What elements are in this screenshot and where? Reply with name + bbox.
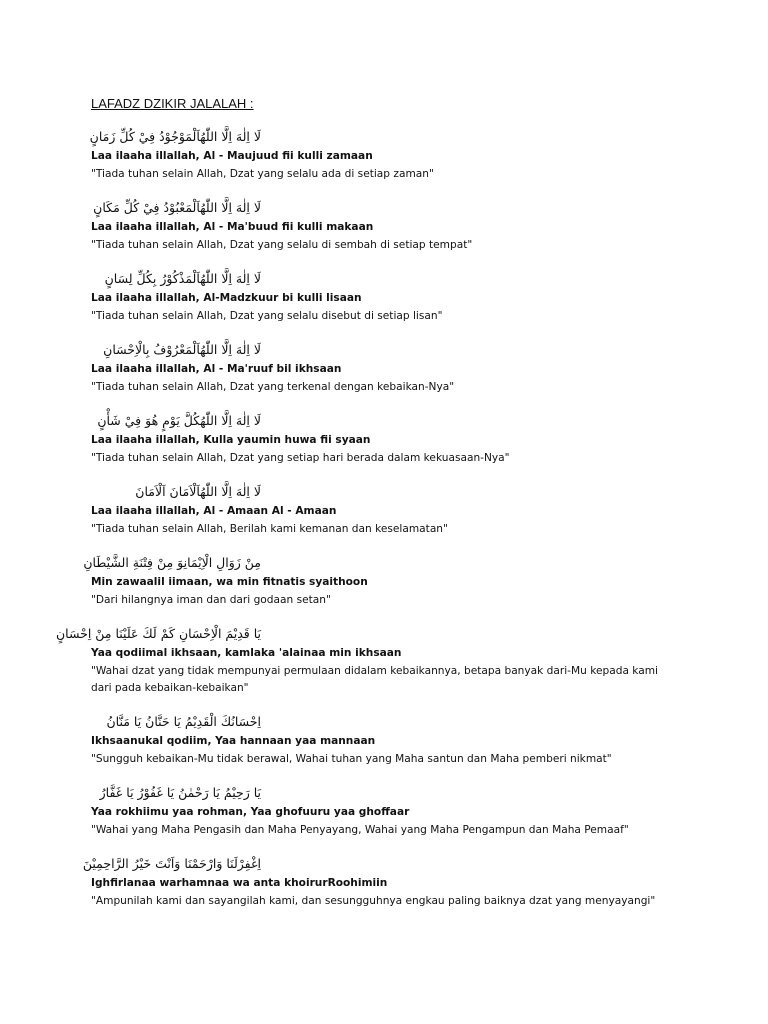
arabic-phrase-first: لَا اِلٰهَ اِلَّا اللّٰهُ	[200, 271, 261, 286]
arabic-phrase-first: مِنْ زَوَالِ الْاِيْمَانِ	[183, 555, 261, 570]
arabic-text	[89, 712, 289, 732]
arabic-phrase-first: لَا اِلٰهَ اِلَّا اللّٰهُ	[200, 484, 261, 499]
dzikir-entry	[83, 553, 691, 609]
dzikir-entry	[91, 411, 691, 467]
transliteration: Laa ilaaha illallah, Al - Ma'buud fii kulli makaan	[91, 221, 374, 233]
translation: "Sungguh kebaikan-Mu tidak berawal, Wahai tuhan yang Maha santun dan Maha pemberi nikmat"	[91, 753, 612, 765]
arabic-text	[89, 411, 289, 431]
translation: "Tiada tuhan selain Allah, Dzat yang selalu disebut di setiap lisan"	[91, 310, 443, 322]
translation: "Tiada tuhan selain Allah, Dzat yang selalu ada di setiap zaman"	[91, 168, 434, 180]
arabic-phrase-first: لَا اِلٰهَ اِلَّا اللّٰهُ	[200, 129, 261, 144]
arabic-text	[89, 127, 289, 147]
arabic-phrase-first: لَا اِلٰهَ اِلَّا اللّٰهُ	[200, 413, 261, 428]
arabic-text	[55, 624, 289, 644]
translation: "Tiada tuhan selain Allah, Dzat yang terkenal dengan kebaikan-Nya"	[91, 381, 455, 393]
translation: "Wahai dzat yang tidak mempunyai permulaan didalam kebaikannya, betapa banyak dari-Mu kepada kami dari pada kebaikan-kebaikan"	[91, 665, 659, 694]
transliteration: Min zawaalil iimaan, wa min fitnatis syaithoon	[91, 576, 368, 588]
arabic-phrase-first: لَا اِلٰهَ اِلَّا اللّٰهُ	[200, 342, 261, 357]
arabic-phrase-first: يَا رَحِيْمُ يَا رَحْمٰنُ يَا غَفُوْرُ يَا غَفَّارُ	[99, 785, 261, 800]
dzikir-entry	[91, 783, 691, 839]
arabic-phrase-first: اِحْسَانُكَ الْقَدِيْمُ يَا حَنَّانُ يَا مَنَّانُ	[106, 714, 261, 729]
translation: "Dari hilangnya iman dan dari godaan setan"	[91, 594, 331, 606]
dzikir-entry	[91, 340, 691, 396]
arabic-phrase-second: اَلْمَعْرُوْفُ بِالْاِحْسَانِ	[103, 342, 201, 357]
arabic-phrase-second: اَلْمَذْكُوْرُ بِكُلِّ لِسَانٍ	[104, 271, 201, 286]
transliteration: Yaa rokhiimu yaa rohman, Yaa ghofuuru yaa ghoffaar	[91, 806, 410, 818]
translation: "Ampunilah kami dan sayangilah kami, dan sesungguhnya engkau paling baiknya dzat yang menyayangi"	[91, 895, 656, 907]
arabic-text	[82, 854, 289, 874]
arabic-phrase-second: كُلَّ يَوْمٍ هُوَ فِيْ شَأْنٍ	[97, 413, 201, 428]
arabic-phrase-first: لَا اِلٰهَ اِلَّا اللّٰهُ	[200, 200, 261, 215]
arabic-phrase-first: اِغْفِرْلَنَا وَارْحَمْنَا وَاَنْتَ خَيْرُ الرَّاحِمِيْنَ	[82, 856, 261, 871]
translation: "Wahai yang Maha Pengasih dan Maha Penyayang, Wahai yang Maha Pengampun dan Maha Pemaaf"	[91, 824, 629, 836]
transliteration: Ighfirlanaa warhamnaa wa anta khoirurRoohimiin	[91, 877, 388, 889]
arabic-text	[89, 482, 289, 502]
arabic-phrase-second: وَ مِنْ فِتْنَةِ الشَّيْطَانِ	[83, 555, 184, 570]
dzikir-entry	[82, 854, 691, 910]
transliteration: Laa ilaaha illallah, Al-Madzkuur bi kulli lisaan	[91, 292, 362, 304]
translation: "Tiada tuhan selain Allah, Dzat yang selalu di sembah di setiap tempat"	[91, 239, 473, 251]
dzikir-entry	[55, 624, 691, 697]
dzikir-entry	[91, 482, 691, 538]
arabic-phrase-second: اَلْمَعْبُوْدُ فِيْ كُلِّ مَكَانٍ	[93, 200, 201, 215]
transliteration: Laa ilaaha illallah, Al - Maujuud fii kulli zamaan	[91, 150, 373, 162]
arabic-text	[89, 340, 289, 360]
dzikir-entry	[91, 269, 691, 325]
dzikir-entry	[91, 198, 691, 254]
transliteration: Laa ilaaha illallah, Al - Ma'ruuf bil ikhsaan	[91, 363, 342, 375]
arabic-text	[83, 553, 289, 573]
dzikir-entry	[91, 127, 691, 183]
arabic-phrase-second: اَلْمَوْجُوْدُ فِيْ كُلِّ زَمَانٍ	[89, 129, 201, 144]
arabic-text	[89, 198, 289, 218]
transliteration: Yaa qodiimal ikhsaan, kamlaka 'alainaa min ikhsaan	[91, 647, 402, 659]
arabic-phrase-second: اَلْاَمَانَ اَلْاَمَانَ	[135, 484, 201, 499]
transliteration: Ikhsaanukal qodiim, Yaa hannaan yaa mannaan	[91, 735, 376, 747]
dzikir-list	[55, 127, 691, 910]
arabic-text	[89, 783, 289, 803]
dzikir-entry	[91, 712, 691, 768]
document-page	[55, 96, 691, 925]
arabic-text	[89, 269, 289, 289]
document-title: LAFADZ DZIKIR JALALAH :	[91, 96, 254, 111]
arabic-phrase-first: يَا قَدِيْمَ الْاِحْسَانِ كَمْ لَكَ عَلَيْنَا مِنْ اِحْسَانٍ	[55, 626, 261, 641]
translation: "Tiada tuhan selain Allah, Dzat yang setiap hari berada dalam kekuasaan-Nya"	[91, 452, 510, 464]
translation: "Tiada tuhan selain Allah, Berilah kami kemanan dan keselamatan"	[91, 523, 448, 535]
transliteration: Laa ilaaha illallah, Al - Amaan Al - Amaan	[91, 505, 337, 517]
transliteration: Laa ilaaha illallah, Kulla yaumin huwa fii syaan	[91, 434, 371, 446]
